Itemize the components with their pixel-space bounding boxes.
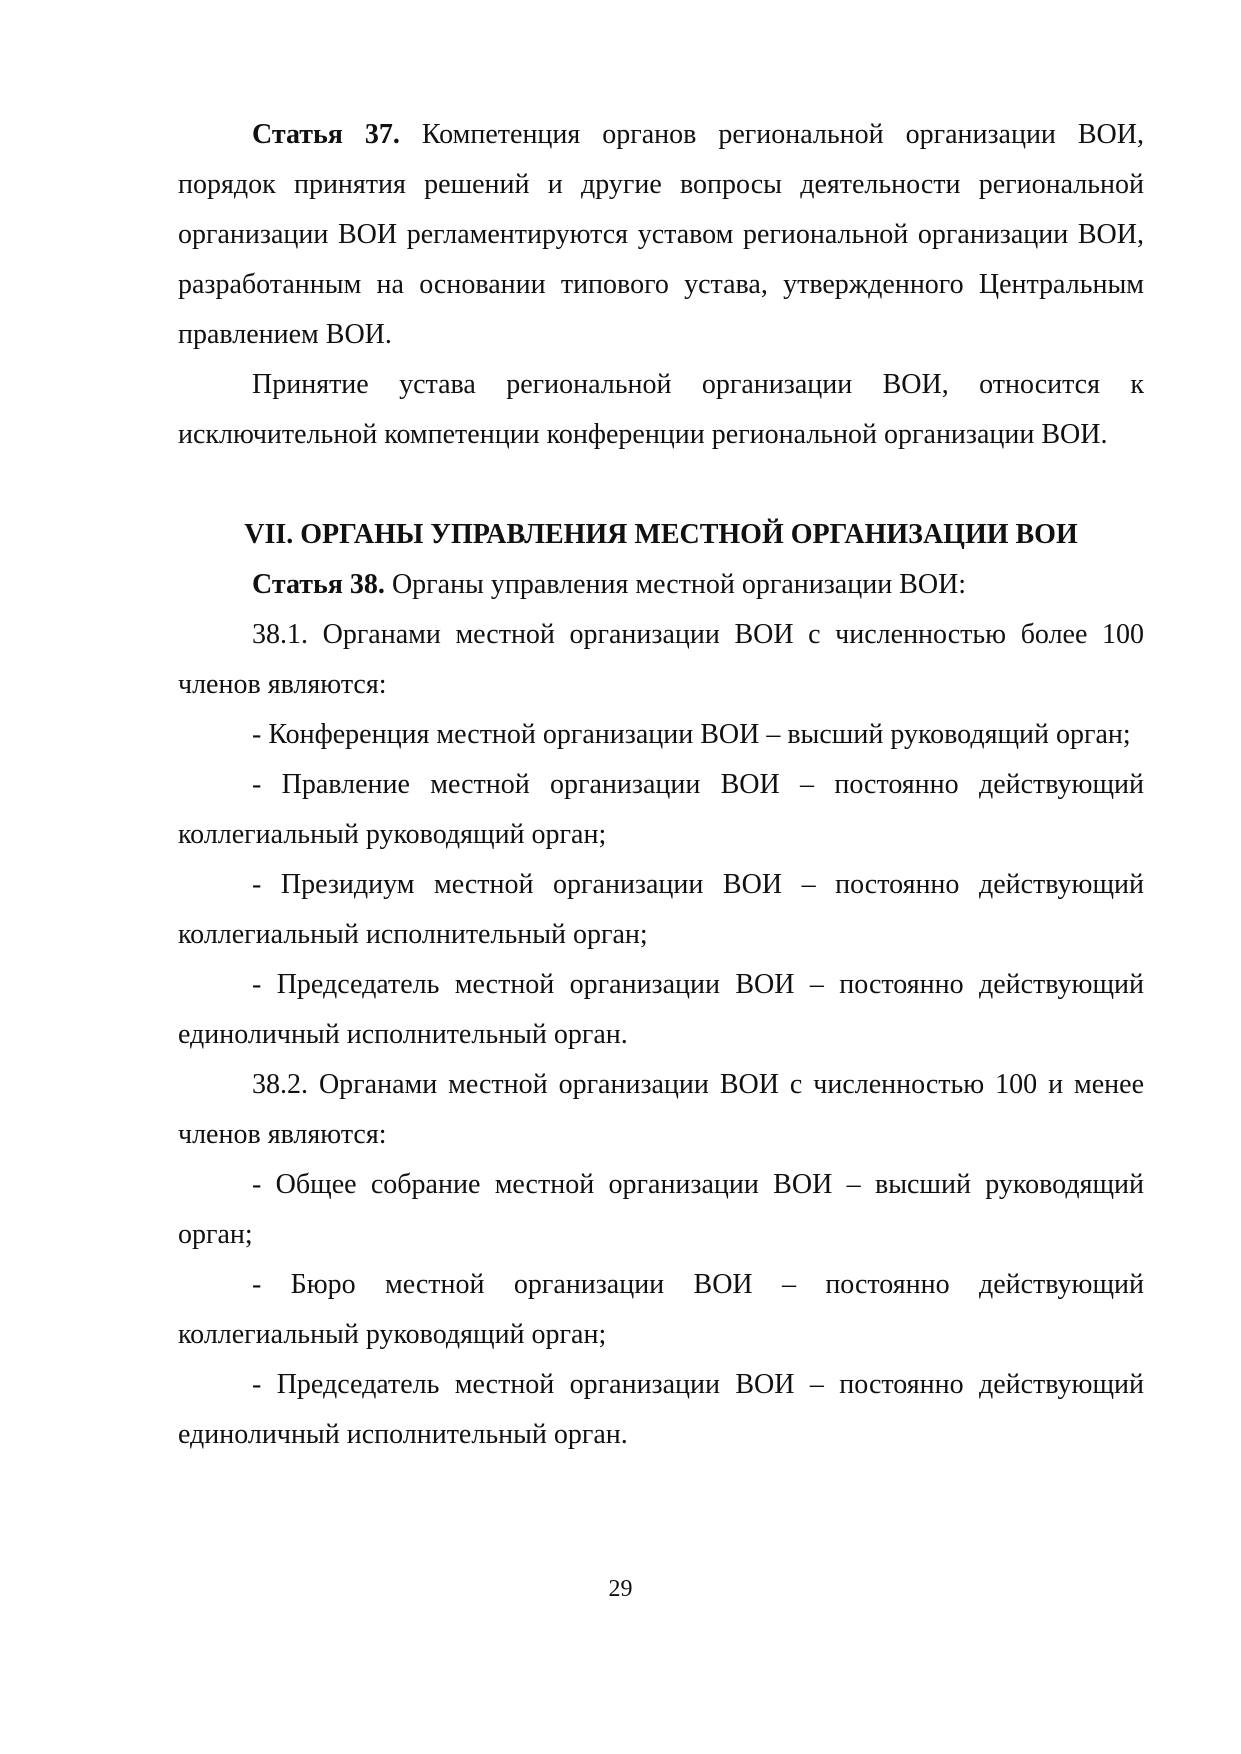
clause-38-2-item: - Общее собрание местной организации ВОИ – высший руководящий орган; bbox=[178, 1169, 1144, 1250]
clause-38-1-item: - Президиум местной организации ВОИ – постоянно действующий коллегиальный исполнительный орган; bbox=[178, 869, 1144, 950]
article-37-paragraph bbox=[178, 110, 1144, 360]
clause-38-2-item: - Председатель местной организации ВОИ – постоянно действующий единоличный исполнительный орган. bbox=[178, 1369, 1144, 1450]
clause-38-1-item: - Председатель местной организации ВОИ – постоянно действующий единоличный исполнительный орган. bbox=[178, 969, 1144, 1050]
clause-38-2: 38.2. Органами местной организации ВОИ с численностью 100 и менее членов являются: bbox=[178, 1069, 1144, 1150]
clause-38-1: 38.1. Органами местной организации ВОИ с численностью более 100 членов являются: bbox=[178, 619, 1144, 700]
section-spacer bbox=[178, 460, 1144, 510]
article-37-paragraph-2: Принятие устава региональной организации ВОИ, относится к исключительной компетенции конференции региональной организации ВОИ. bbox=[178, 369, 1144, 450]
article-38-text: Органы управления местной организации ВОИ: bbox=[384, 569, 967, 600]
article-37-label: Статья 37. bbox=[252, 119, 400, 150]
section-7-heading: VII. ОРГАНЫ УПРАВЛЕНИЯ МЕСТНОЙ ОРГАНИЗАЦИИ ВОИ bbox=[244, 519, 1078, 550]
clause-38-1-item: - Конференция местной организации ВОИ – высший руководящий орган; bbox=[252, 719, 1131, 750]
document-page bbox=[178, 110, 1144, 1460]
clause-38-1-item: - Правление местной организации ВОИ – постоянно действующий коллегиальный руководящий орган; bbox=[178, 769, 1144, 850]
article-37-text: Компетенция органов региональной организации ВОИ, порядок принятия решений и другие вопросы деятельности региональной организации ВОИ регламентируются уставом региональной организации ВОИ, разработанным на основании типового устава, утвержденного Центральным правлением ВОИ. bbox=[178, 119, 1145, 350]
article-38-label: Статья 38. bbox=[252, 569, 385, 600]
page-number: 29 bbox=[608, 1576, 633, 1602]
clause-38-2-item: - Бюро местной организации ВОИ – постоянно действующий коллегиальный руководящий орган; bbox=[178, 1269, 1144, 1350]
article-38-paragraph bbox=[178, 560, 1144, 610]
